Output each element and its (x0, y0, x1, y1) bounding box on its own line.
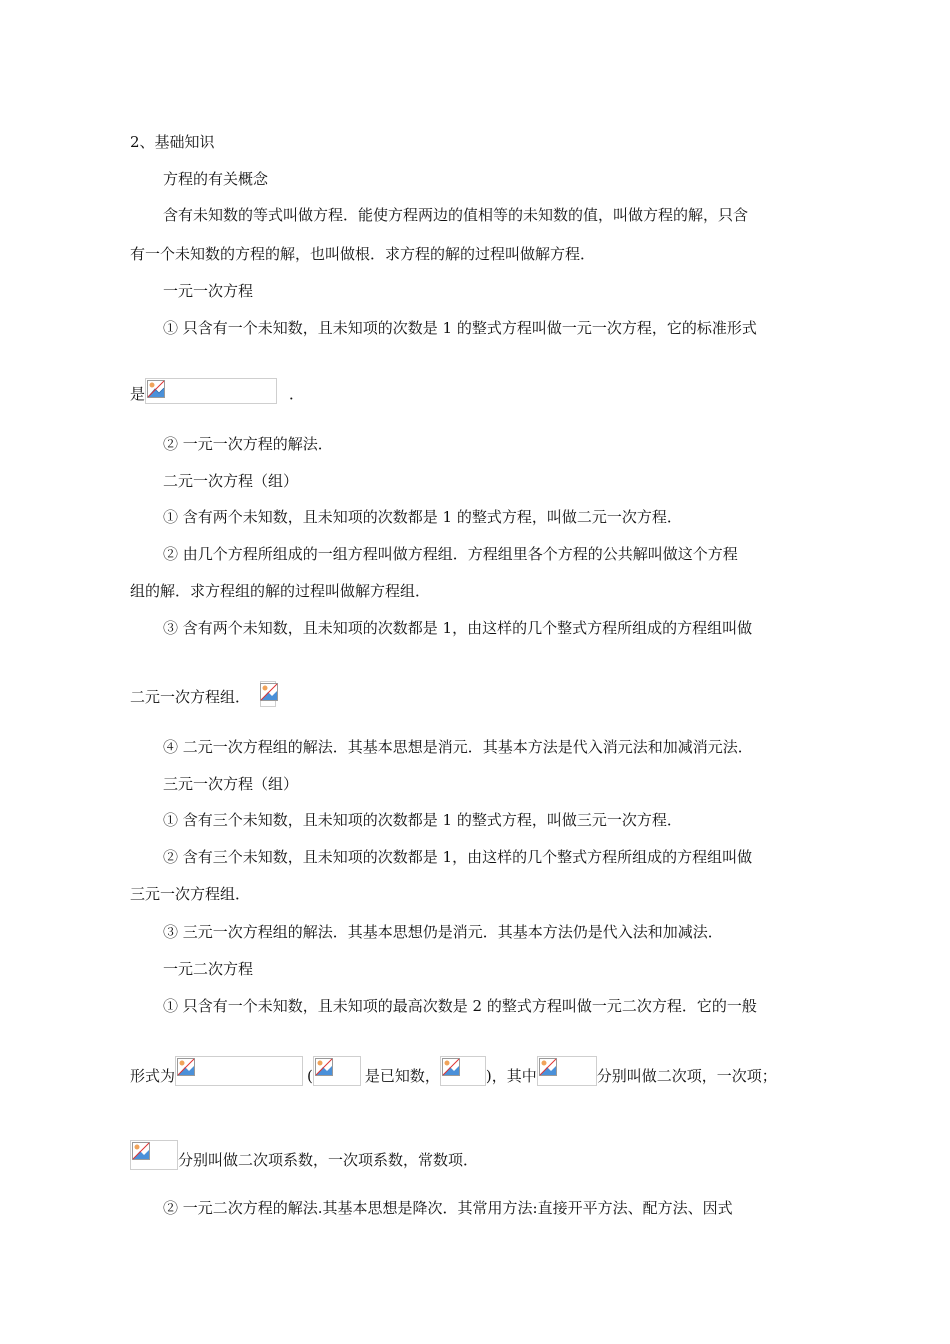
paragraph-line: 含有未知数的等式叫做方程．能使方程两边的值相等的未知数的值，叫做方程的解，只含 (163, 206, 749, 224)
paragraph-line: ① 含有三个未知数，且未知项的次数都是 1 的整式方程，叫做三元一次方程． (163, 811, 682, 829)
section-heading: 2、基础知识 (130, 133, 215, 151)
paragraph-line: ② 含有三个未知数，且未知项的次数都是 1，由这样的几个整式方程所组成的方程组叫做 (163, 848, 753, 866)
line-text: 是 (130, 385, 146, 403)
subheading-linear-two-var: 二元一次方程（组） (163, 472, 299, 490)
line-text: )，其中 (485, 1067, 537, 1085)
paragraph-line (130, 1056, 777, 1086)
formula-image (313, 1056, 361, 1086)
paragraph-line (130, 681, 276, 707)
paragraph-line: 三元一次方程组． (130, 885, 251, 903)
broken-image-icon (147, 380, 165, 398)
paragraph-line: ③ 含有两个未知数，且未知项的次数都是 1，由这样的几个整式方程所组成的方程组叫做 (163, 619, 753, 637)
formula-image (130, 1140, 178, 1170)
paragraph-line: ② 由几个方程所组成的一组方程叫做方程组．方程组里各个方程的公共解叫做这个方程 (163, 545, 738, 563)
paragraph-line: ① 只含有一个未知数，且未知项的次数是 1 的整式方程叫做一元一次方程，它的标准形式 (163, 319, 757, 337)
subheading-equation-concepts: 方程的有关概念 (163, 170, 269, 188)
broken-image-icon (260, 683, 278, 701)
broken-image-icon (315, 1058, 333, 1076)
line-text: ( (307, 1067, 313, 1085)
subheading-linear-three-var: 三元一次方程（组） (163, 775, 299, 793)
paragraph-line (130, 1140, 478, 1170)
paragraph-line: ④ 二元一次方程组的解法．其基本思想是消元．其基本方法是代入消元法和加减消元法． (163, 738, 753, 756)
paragraph-line: ① 含有两个未知数，且未知项的次数都是 1 的整式方程，叫做二元一次方程． (163, 508, 682, 526)
paragraph-line: 组的解．求方程组的解的过程叫做解方程组． (130, 582, 431, 600)
paragraph-line (130, 378, 304, 404)
formula-image (145, 378, 277, 404)
line-text: 形式为 (130, 1067, 176, 1085)
line-text: 分别叫做二次项，一次项； (596, 1067, 777, 1085)
broken-image-icon (539, 1058, 557, 1076)
line-text: 二元一次方程组． (130, 688, 251, 706)
subheading-linear-one-var: 一元一次方程 (163, 282, 254, 300)
formula-image (537, 1056, 597, 1086)
subheading-quadratic: 一元二次方程 (163, 960, 254, 978)
formula-image (260, 681, 276, 707)
broken-image-icon (442, 1058, 460, 1076)
broken-image-icon (132, 1142, 150, 1160)
line-text: 分别叫做二次项系数，一次项系数，常数项． (178, 1151, 479, 1169)
paragraph-line: ① 只含有一个未知数，且未知项的最高次数是 2 的整式方程叫做一元二次方程．它的一般 (163, 997, 757, 1015)
line-text: 是已知数， (364, 1067, 440, 1085)
formula-image (175, 1056, 303, 1086)
paragraph-line: ③ 三元一次方程组的解法．其基本思想仍是消元．其基本方法仍是代入法和加减法． (163, 923, 723, 941)
line-text: ． (289, 385, 305, 403)
broken-image-icon (177, 1058, 195, 1076)
paragraph-line: 有一个未知数的方程的解，也叫做根．求方程的解的过程叫做解方程． (130, 245, 596, 263)
formula-image (440, 1056, 486, 1086)
paragraph-line: ② 一元二次方程的解法.其基本思想是降次．其常用方法:直接开平方法、配方法、因式 (163, 1199, 733, 1217)
paragraph-line: ② 一元一次方程的解法． (163, 435, 333, 453)
